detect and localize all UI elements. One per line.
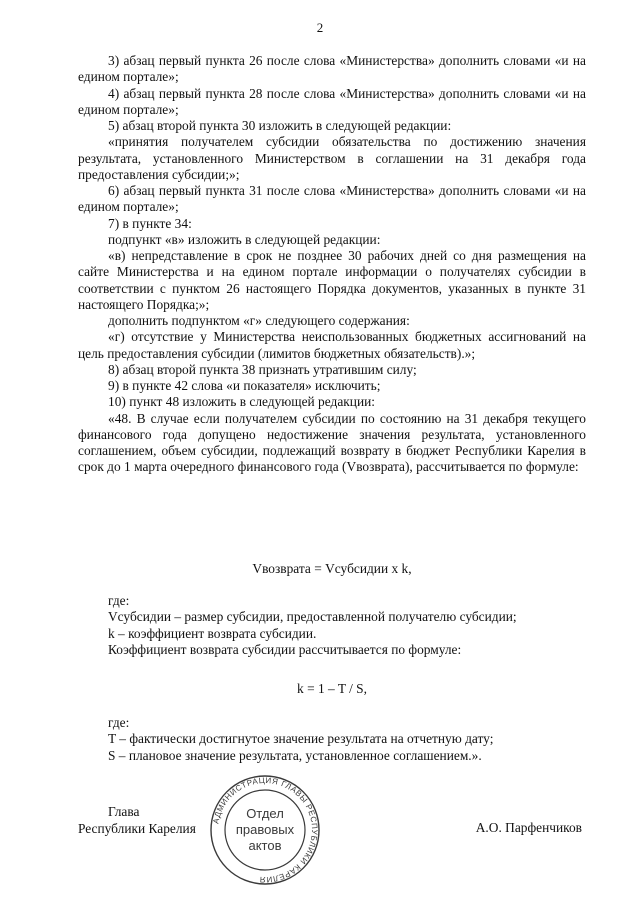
formula-return: Vвозврата = Vсубсидии x k, xyxy=(252,561,412,576)
definitions-block-2 xyxy=(108,715,586,764)
stamp-line: актов xyxy=(248,838,282,853)
stamp-ring-text: АДМИНИСТРАЦИЯ ГЛАВЫ РЕСПУБЛИКИ КАРЕЛИЯ xyxy=(211,775,320,885)
page-number: 2 xyxy=(316,20,324,35)
where-label: где: xyxy=(108,593,130,608)
paragraph: подпункт «в» изложить в следующей редакции: xyxy=(108,231,381,247)
where-label: где: xyxy=(108,715,130,730)
paragraph: 10) пункт 48 изложить в следующей редакции: xyxy=(108,394,376,410)
paragraph: «принятия получателем субсидии обязательства по достижению значения результата, установленного Министерством в соглашении на 31 декабря года предоставления субсидии;»; xyxy=(78,134,586,182)
signatory-title xyxy=(78,803,196,837)
paragraph: 4) абзац первый пункта 28 после слова «Министерства» дополнить словами «и на едином портале»; xyxy=(78,85,586,117)
paragraph: 8) абзац второй пункта 38 признать утратившим силу; xyxy=(108,361,417,377)
paragraph: 9) в пункте 42 слова «и показателя» исключить; xyxy=(108,378,381,393)
document-body xyxy=(78,53,586,476)
stamp-line: Отдел xyxy=(246,806,284,821)
stamp-line: правовых xyxy=(235,822,295,837)
definition-line: Vсубсидии – размер субсидии, предоставленной получателю субсидии; xyxy=(108,609,517,625)
paragraph: 6) абзац первый пункта 31 после слова «Министерства» дополнить словами «и на едином портале»; xyxy=(78,183,586,215)
paragraph: «г) отсутствие у Министерства неиспользованных бюджетных ассигнований на цель предоставления субсидии (лимитов бюджетных обязательств).»; xyxy=(78,329,586,361)
definitions-block-1 xyxy=(108,593,586,658)
definition-line: S – плановое значение результата, установленное соглашением.». xyxy=(108,747,482,763)
paragraph: 3) абзац первый пункта 26 после слова «Министерства» дополнить словами «и на едином портале»; xyxy=(78,53,586,85)
paragraph: 7) в пункте 34: xyxy=(108,215,192,231)
paragraph: «в) непредставление в срок не позднее 30 рабочих дней со дня размещения на сайте Министерства и на едином портале информации о получателях субсидии в соответствии с пунктом 26 настоящего Порядка документов, указанных в пункте 31 настоящего Порядка;»; xyxy=(78,248,586,312)
definition-line: T – фактически достигнутое значение результата на отчетную дату; xyxy=(108,731,494,747)
paragraph: «48. В случае если получателем субсидии по состоянию на 31 декабря текущего финансового года допущено недостижение значения результата, установленного соглашением, объем субсидии, подлежащий возврату в бюджет Республики Карелия в срок до 1 марта очередного финансового года (Vвозврата), рассчитывается по формуле: xyxy=(78,410,586,475)
definition-line: k – коэффициент возврата субсидии. xyxy=(108,625,317,641)
signatory-title-line: Глава xyxy=(108,804,140,819)
signatory-name: А.О. Парфенчиков xyxy=(475,820,582,835)
definition-line: Коэффициент возврата субсидии рассчитывается по формуле: xyxy=(108,641,462,657)
official-stamp xyxy=(200,775,330,885)
signatory-title-line: Республики Карелия xyxy=(78,821,196,836)
paragraph: дополнить подпунктом «г» следующего содержания: xyxy=(108,313,410,328)
paragraph: 5) абзац второй пункта 30 изложить в следующей редакции: xyxy=(108,118,452,133)
formula-coefficient: k = 1 – T / S, xyxy=(297,681,367,696)
